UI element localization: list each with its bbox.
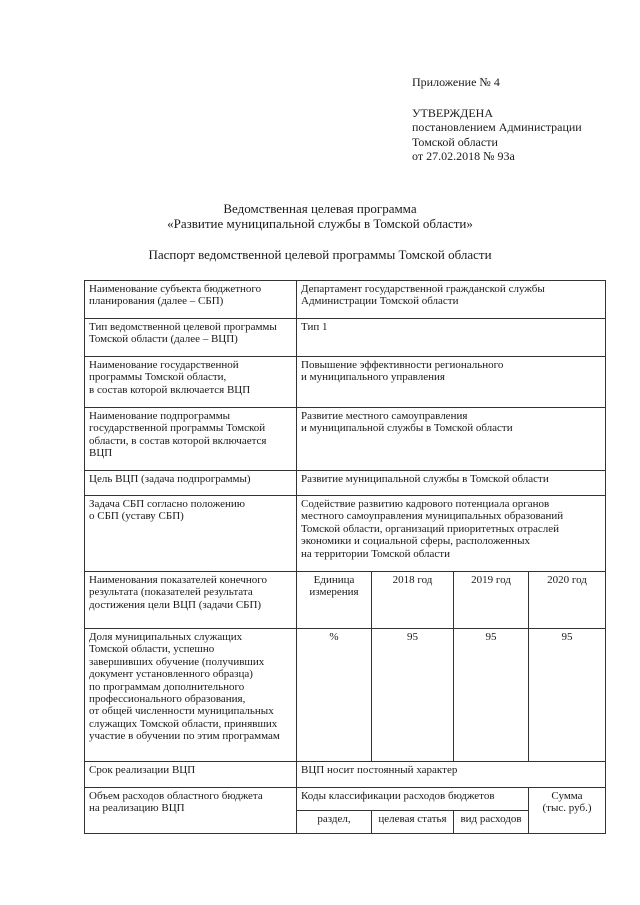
passport-table xyxy=(84,280,606,834)
expense-type-header: вид расходов xyxy=(454,811,529,834)
program-title: Ведомственная целевая программа xyxy=(223,201,417,216)
row-label: Цель ВЦП (задача подпрограммы) xyxy=(85,471,297,496)
table-row xyxy=(85,471,606,496)
table-row xyxy=(85,496,606,572)
row-value: Департамент государственной гражданской службы Администрации Томской области xyxy=(297,281,606,319)
row-label: Наименование подпрограммы государственной программы Томской области, в состав которой включается ВЦП xyxy=(85,408,297,471)
table-row xyxy=(85,629,606,762)
indicator-label: Доля муниципальных служащих Томской области, успешно завершивших обучение (получивших документ установленного образца) по программам дополнительного профессионального образования, от общей численности муниципальных служащих Томской области, принявших участие в обучении по этим программам xyxy=(85,629,297,762)
approval-line: постановлением Администрации xyxy=(412,120,582,134)
target-article-header: целевая статья xyxy=(372,811,454,834)
row-label: Тип ведомственной целевой программы Томской области (далее – ВЦП) xyxy=(85,319,297,357)
row-value: Повышение эффективности регионального и муниципального управления xyxy=(297,357,606,408)
table-row xyxy=(85,408,606,471)
row-label: Наименования показателей конечного результата (показателей результата достижения цели ВЦП (задачи СБП) xyxy=(85,572,297,629)
row-label: Срок реализации ВЦП xyxy=(85,762,297,788)
approval-line: Томской области xyxy=(412,134,498,149)
row-value: Тип 1 xyxy=(297,319,606,357)
table-row xyxy=(85,281,606,319)
row-value: Содействие развитию кадрового потенциала органов местного самоуправления муниципальных образований Томской области, организаций приоритетных отраслей экономики и социальной сферы, расположенных на территории Томской области xyxy=(297,496,606,572)
row-value: ВЦП носит постоянный характер xyxy=(297,762,606,788)
row-label: Задача СБП согласно положению о СБП (уставу СБП) xyxy=(85,496,297,572)
table-row xyxy=(85,319,606,357)
row-value: Развитие местного самоуправления и муниципальной службы в Томской области xyxy=(297,408,606,471)
passport-title: Паспорт ведомственной целевой программы Томской области xyxy=(148,247,492,262)
row-label: Наименование государственной программы Томской области, в состав которой включается ВЦП xyxy=(85,357,297,408)
table-row xyxy=(85,762,606,788)
row-label: Наименование субъекта бюджетного планирования (далее – СБП) xyxy=(85,281,297,319)
year-2019-header: 2019 год xyxy=(454,572,529,629)
section-header: раздел, xyxy=(297,811,372,834)
approved-label: УТВЕРЖДЕНА xyxy=(412,105,494,120)
indicator-unit: % xyxy=(297,629,372,762)
row-label: Объем расходов областного бюджета на реализацию ВЦП xyxy=(85,788,297,834)
value-2020: 95 xyxy=(529,629,606,762)
year-2020-header: 2020 год xyxy=(529,572,606,629)
table-row xyxy=(85,788,606,811)
row-value: Развитие муниципальной службы в Томской области xyxy=(297,471,606,496)
table-row xyxy=(85,357,606,408)
program-name: «Развитие муниципальной службы в Томской области» xyxy=(167,216,473,231)
sum-header: Сумма (тыс. руб.) xyxy=(529,788,606,834)
value-2019: 95 xyxy=(454,629,529,762)
budget-codes-header: Коды классификации расходов бюджетов xyxy=(297,788,529,811)
approval-block xyxy=(412,75,582,164)
table-row xyxy=(85,572,606,629)
approval-date: от 27.02.2018 № 93а xyxy=(412,149,515,163)
year-2018-header: 2018 год xyxy=(372,572,454,629)
unit-header: Единица измерения xyxy=(297,572,372,629)
appendix-number: Приложение № 4 xyxy=(412,75,500,89)
value-2018: 95 xyxy=(372,629,454,762)
